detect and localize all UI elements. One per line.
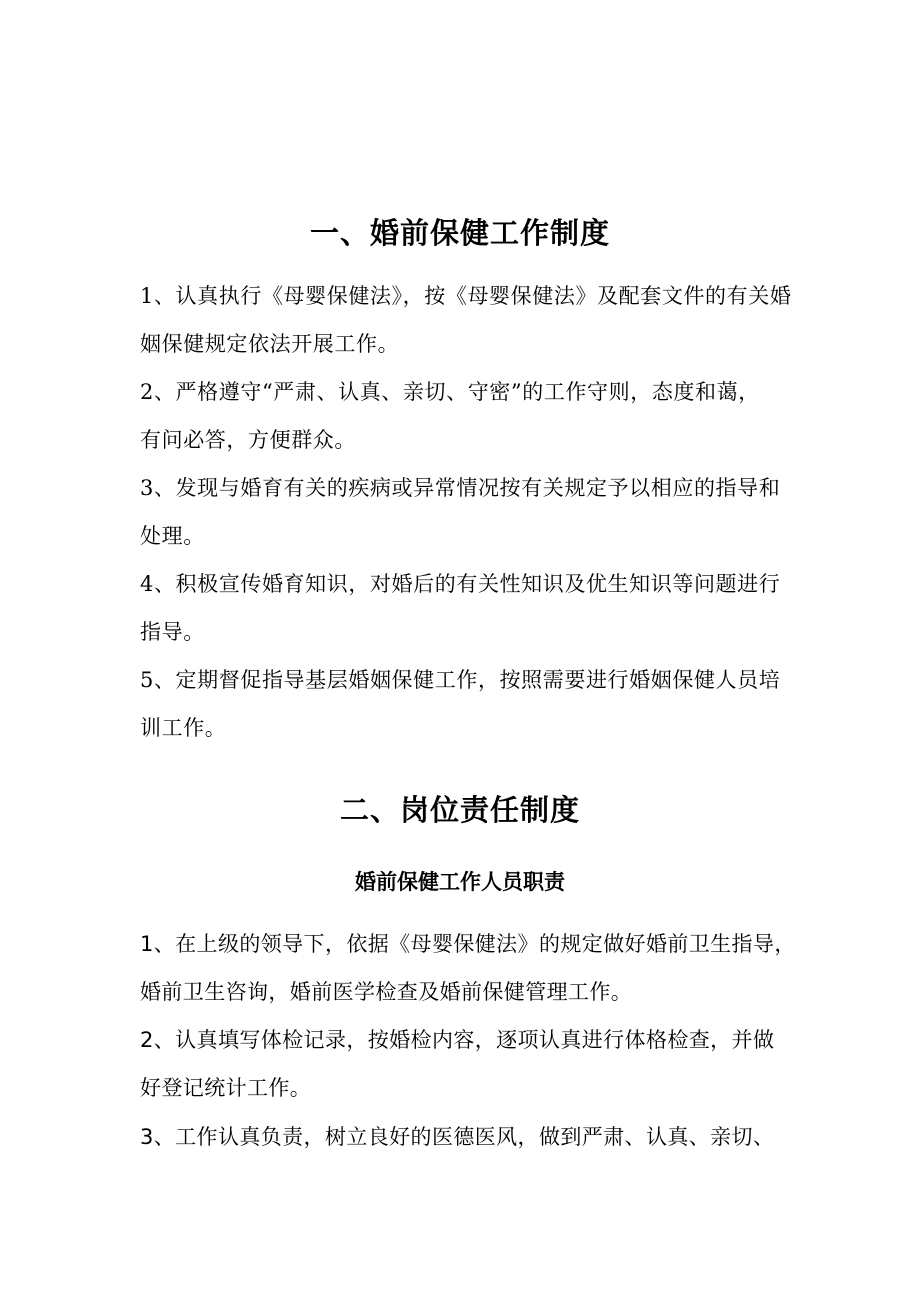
item-line: 2、严格遵守“严肃、认真、亲切、守密”的工作守则，态度和蔼， bbox=[140, 380, 760, 404]
section-1-item-2 bbox=[140, 368, 800, 464]
item-line: 有问必答，方便群众。 bbox=[140, 428, 356, 452]
section-1-item-1 bbox=[140, 272, 800, 368]
item-line: 1、在上级的领导下，依据《母婴保健法》的规定做好婚前卫生指导， bbox=[140, 932, 796, 956]
item-line: 指导。 bbox=[140, 620, 205, 644]
item-line: 训工作。 bbox=[140, 716, 227, 740]
section-1-item-3 bbox=[140, 464, 800, 560]
item-line: 4、积极宣传婚育知识，对婚后的有关性知识及优生知识等问题进行 bbox=[140, 572, 781, 596]
item-line: 3、发现与婚育有关的疾病或异常情况按有关规定予以相应的指导和 bbox=[140, 476, 781, 500]
section-2-title: 二、岗位责任制度 bbox=[339, 793, 580, 827]
item-line: 好登记统计工作。 bbox=[140, 1076, 312, 1100]
section-2-item-1 bbox=[140, 920, 800, 1016]
section-2-item-3 bbox=[140, 1113, 800, 1161]
section-2-subtitle: 婚前保健工作人员职责 bbox=[355, 870, 565, 894]
section-1-item-4 bbox=[140, 560, 800, 656]
item-line: 2、认真填写体检记录，按婚检内容，逐项认真进行体格检查，并做 bbox=[140, 1028, 775, 1052]
section-1-item-5 bbox=[140, 656, 800, 752]
section-2-item-2 bbox=[140, 1016, 800, 1112]
item-line: 5、定期督促指导基层婚姻保健工作，按照需要进行婚姻保健人员培 bbox=[140, 668, 781, 692]
item-line: 姻保健规定依法开展工作。 bbox=[140, 332, 400, 356]
item-line: 处理。 bbox=[140, 524, 205, 548]
item-line: 1、认真执行《母婴保健法》，按《母婴保健法》及配套文件的有关婚 bbox=[140, 284, 792, 308]
item-line: 3、工作认真负责，树立良好的医德医风，做到严肃、认真、亲切、 bbox=[140, 1125, 775, 1149]
item-line: 婚前卫生咨询，婚前医学检查及婚前保健管理工作。 bbox=[140, 980, 633, 1004]
section-1-title: 一、婚前保健工作制度 bbox=[309, 216, 610, 250]
